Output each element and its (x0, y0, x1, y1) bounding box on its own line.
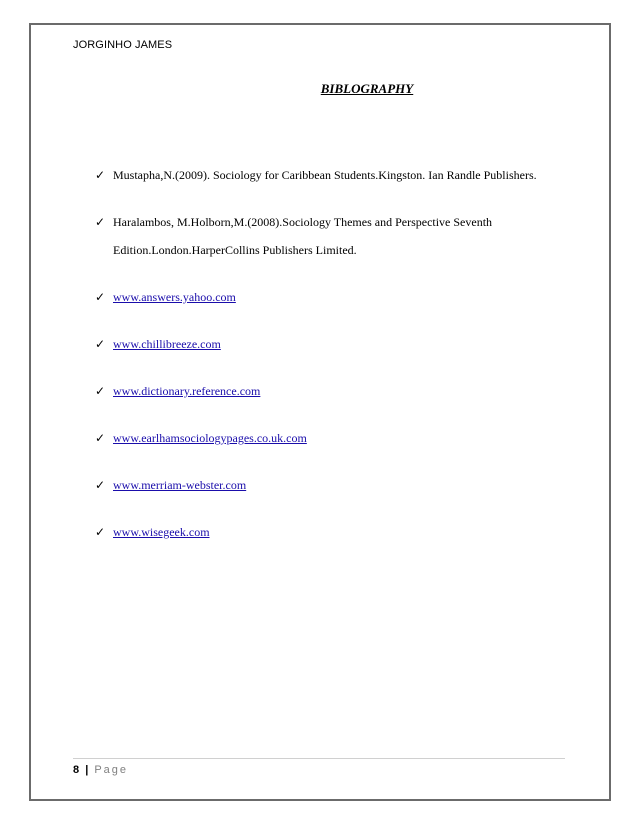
list-item (95, 335, 575, 353)
list-item (95, 288, 575, 306)
checkmark-icon: ✓ (95, 384, 106, 398)
list-item (95, 523, 575, 541)
list-item (95, 429, 575, 447)
checkmark-icon: ✓ (95, 290, 106, 304)
link-earlham-sociology[interactable]: www.earlhamsociologypages.co.uk.com (113, 431, 307, 445)
list-item (95, 382, 575, 400)
footer-separator: | (85, 764, 89, 776)
checkmark-icon: ✓ (95, 478, 106, 492)
header-author: JORGINHO JAMES (73, 39, 173, 51)
citation-text: Haralambos, M.Holborn,M.(2008).Sociology Themes and Perspective Seventh (113, 215, 493, 229)
checkmark-icon: ✓ (95, 337, 106, 351)
list-item (95, 476, 575, 494)
link-dictionary-reference[interactable]: www.dictionary.reference.com (113, 384, 261, 398)
page-label: Page (94, 764, 129, 776)
checkmark-icon: ✓ (95, 215, 106, 229)
checkmark-icon: ✓ (95, 431, 106, 445)
bibliography-list (95, 166, 575, 570)
citation-text: Mustapha,N.(2009). Sociology for Caribbean Students.Kingston. Ian Randle Publishers. (113, 168, 537, 182)
list-item (95, 166, 575, 184)
page-number: 8 (73, 764, 80, 776)
list-item (95, 213, 575, 259)
link-chillibreeze[interactable]: www.chillibreeze.com (113, 337, 221, 351)
link-merriam-webster[interactable]: www.merriam-webster.com (113, 478, 247, 492)
link-wisegeek[interactable]: www.wisegeek.com (113, 525, 210, 539)
link-answers-yahoo[interactable]: www.answers.yahoo.com (113, 290, 236, 304)
page-footer (73, 764, 128, 776)
footer-divider (73, 758, 565, 759)
page-title: BIBLOGRAPHY (320, 81, 414, 96)
checkmark-icon: ✓ (95, 168, 106, 182)
checkmark-icon: ✓ (95, 525, 106, 539)
citation-text-continued: Edition.London.HarperCollins Publishers Limited. (113, 243, 357, 257)
